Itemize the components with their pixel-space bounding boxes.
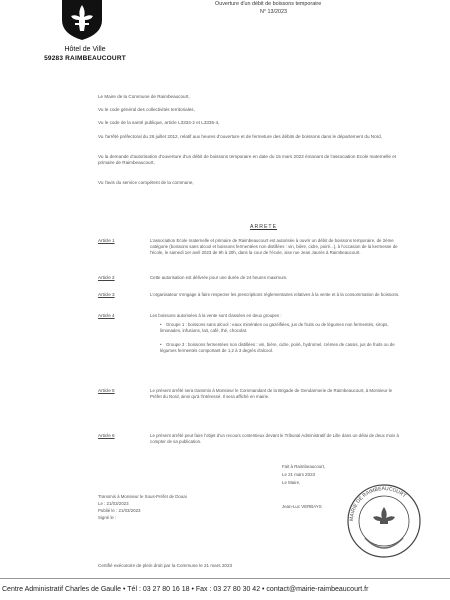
town-hall-label: Hôtel de Ville — [64, 46, 106, 53]
article-6-label: Article 6 — [98, 433, 115, 438]
town-crest-logo — [58, 0, 106, 40]
preamble-line: Vu le code général des collectivités territoriales, — [98, 107, 195, 112]
mayor-name: Jean-Luc VERBAYS — [282, 504, 322, 509]
signature-line: Le Maire, — [282, 480, 301, 485]
article-3-text: L'organisateur s'engage à faire respecter les prescriptions réglementaires relatives à la vente et à la consommation de boissons. — [150, 292, 400, 297]
decree-title: ARRETE — [250, 224, 278, 230]
preamble-line: Vu la demande d'autorisation d'ouverture d'un débit de boissons temporaire en date du 15 mars 2023 émanant de l'association Ecole maternelle et primaire de Raimbeaucourt, — [98, 154, 397, 165]
footer-divider — [0, 578, 450, 579]
transmission-line: Publié le : 21/03/2023 — [98, 508, 141, 513]
article-6-text: Le présent arrêté peut faire l'objet d'un recours contentieux devant le Tribunal Administratif de Lille dans un délai de deux mois à compter de sa publication. — [150, 433, 399, 444]
signature-line: Fait à Raimbeaucourt, — [282, 464, 326, 469]
article-1-text: L'association Ecole maternelle et primaire de Raimbeaucourt est autorisée à ouvrir un débit de boissons temporaire, de 2ème catégorie (boissons sans alcool et boissons fermentées non distillées : vin, bière, cidre, poiré...), à l'occasion de la kermesse de l'école, le samedi 1er avril 2023 de 9h à 20h, dans la cour de l'école, sise rue Jean Jaurès à Raimbeaucourt. — [150, 238, 398, 255]
bullet-icon: • — [160, 322, 162, 327]
transmission-line: Signé le : — [98, 515, 117, 520]
article-5-label: Article 5 — [98, 388, 115, 393]
article-4-item-text: Groupe 1 : boissons sans alcool : eaux minérales ou gazéifiées, jus de fruits ou de légumes non fermentés, sirops, limonades, infusions, lait, café, thé, chocolat. — [160, 322, 389, 333]
article-2-text: Cette autorisation est délivrée pour une durée de 24 heures maximum. — [150, 275, 288, 280]
preamble-line: Vu l'arrêté préfectoral du 26 juillet 2012, relatif aux heures d'ouverture et de fermeture des débits de boissons dans le département du Nord, — [98, 134, 383, 139]
transmission-line: Le : 21/03/2023 — [98, 501, 129, 506]
transmission-block — [98, 493, 187, 521]
preamble-line: Le Maire de la Commune de Raimbeaucourt, — [98, 94, 190, 99]
article-3-label: Article 3 — [98, 292, 115, 297]
signature-line: Le 21 mars 2023 — [282, 472, 315, 477]
decree-reference — [215, 0, 345, 16]
official-stamp — [345, 482, 423, 560]
decree-number: N° 13/2023 — [260, 9, 288, 15]
article-4-item-text: Groupe 3 : boissons fermentées non distillées : vin, bière, cidre, poiré, hydromel, crèmes de cassis, jus de fruits ou de légumes fermentés comportant de 1,2 à 3 degrés d'alcool. — [160, 342, 395, 353]
town-identity — [40, 45, 130, 63]
preamble-line: Vu l'avis du service compétent de la commune, — [98, 180, 194, 185]
footer-contact: Centre Administratif Charles de Gaulle • Tél : 03 27 80 16 18 • Fax : 03 27 80 30 42 • contact@mairie-raimbeaucourt.fr — [2, 586, 369, 593]
town-address: 59283 RAIMBEAUCOURT — [44, 55, 126, 62]
stamp-text: MAIRIE DE RAIMBEAUCOURT — [348, 485, 407, 522]
article-1-label: Article 1 — [98, 238, 115, 243]
article-4-label: Article 4 — [98, 313, 115, 318]
article-4-item — [160, 342, 405, 366]
article-2-label: Article 2 — [98, 275, 115, 280]
svg-text:MAIRIE DE RAIMBEAUCOURT — [349, 486, 407, 521]
bullet-icon: • — [160, 342, 162, 347]
certification-note: Certifié exécutoire de plein droit par la Commune le 21 mars 2023 — [98, 563, 233, 568]
article-5-text: Le présent arrêté sera transmis à Monsieur le Commandant de la Brigade de Gendarmerie de Raimbeaucourt, à Monsieur le Préfet du Nord, ainsi qu'à l'intéressé. Il sera affiché en mairie. — [150, 388, 393, 399]
transmission-line: Transmis à Monsieur le Sous-Préfet de Douai — [98, 494, 187, 499]
preamble-line: Vu le code de la santé publique, article L3334-2 et L3335-4, — [98, 120, 220, 125]
mayor-signature-block — [282, 463, 325, 511]
page-footer — [0, 578, 450, 600]
decree-subject: Ouverture d'un débit de boissons temporaire — [215, 1, 322, 7]
article-4-text: Les boissons autorisées à la vente sont classées en deux groupes : — [150, 313, 282, 318]
article-4-item — [160, 322, 405, 340]
